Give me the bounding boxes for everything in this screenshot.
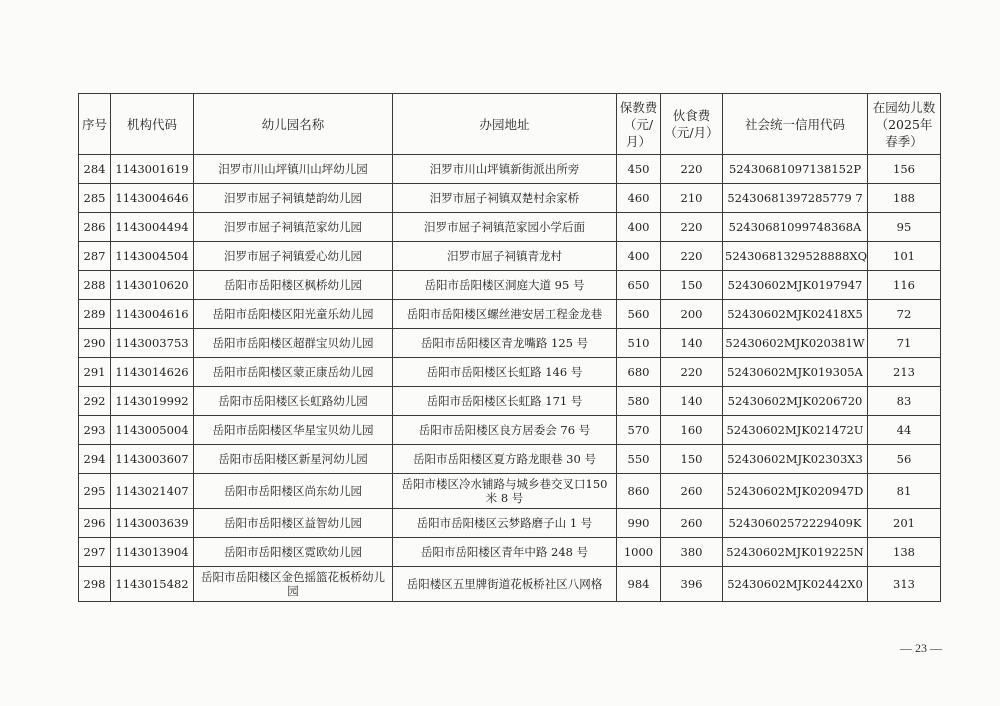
cell-care-fee: 650 (617, 271, 661, 300)
cell-credit-code: 52430602MJK0197947 (723, 271, 868, 300)
table-row (79, 184, 941, 213)
cell-meal-fee: 260 (661, 509, 723, 538)
cell-enrolled: 71 (868, 329, 941, 358)
cell-seq: 293 (79, 416, 111, 445)
cell-seq: 288 (79, 271, 111, 300)
cell-org-code: 1143004494 (111, 213, 194, 242)
cell-seq: 294 (79, 445, 111, 474)
cell-address: 岳阳市岳阳楼区良方居委会 76 号 (393, 416, 617, 445)
cell-care-fee: 510 (617, 329, 661, 358)
table-row (79, 416, 941, 445)
cell-seq: 284 (79, 155, 111, 184)
table-row (79, 242, 941, 271)
cell-credit-code: 52430602MJK020381W (723, 329, 868, 358)
cell-seq: 286 (79, 213, 111, 242)
cell-meal-fee: 220 (661, 213, 723, 242)
cell-meal-fee: 220 (661, 358, 723, 387)
cell-seq: 285 (79, 184, 111, 213)
table-body (79, 155, 941, 602)
cell-name: 岳阳市岳阳楼区枫桥幼儿园 (194, 271, 393, 300)
cell-org-code: 1143004616 (111, 300, 194, 329)
cell-care-fee: 400 (617, 242, 661, 271)
cell-org-code: 1143003753 (111, 329, 194, 358)
table-row (79, 358, 941, 387)
cell-credit-code: 52430602MJK019225N (723, 538, 868, 567)
cell-care-fee: 990 (617, 509, 661, 538)
cell-name: 汨罗市屈子祠镇楚韵幼儿园 (194, 184, 393, 213)
cell-enrolled: 156 (868, 155, 941, 184)
cell-seq: 287 (79, 242, 111, 271)
cell-seq: 292 (79, 387, 111, 416)
cell-enrolled: 116 (868, 271, 941, 300)
cell-name: 岳阳市岳阳楼区华星宝贝幼儿园 (194, 416, 393, 445)
cell-address: 岳阳市岳阳楼区洞庭大道 95 号 (393, 271, 617, 300)
cell-care-fee: 400 (617, 213, 661, 242)
cell-care-fee: 450 (617, 155, 661, 184)
table-row (79, 509, 941, 538)
cell-credit-code: 52430681397285779 7 (723, 184, 868, 213)
cell-seq: 290 (79, 329, 111, 358)
header-enrolled: 在园幼儿数（2025年春季） (868, 94, 941, 155)
cell-meal-fee: 140 (661, 329, 723, 358)
cell-care-fee: 560 (617, 300, 661, 329)
table-header-row (79, 94, 941, 155)
cell-meal-fee: 150 (661, 445, 723, 474)
cell-org-code: 1143004504 (111, 242, 194, 271)
cell-org-code: 1143003639 (111, 509, 194, 538)
cell-org-code: 1143015482 (111, 567, 194, 602)
cell-enrolled: 101 (868, 242, 941, 271)
table-row (79, 538, 941, 567)
cell-seq: 298 (79, 567, 111, 602)
table-row (79, 445, 941, 474)
cell-meal-fee: 396 (661, 567, 723, 602)
cell-name: 岳阳市岳阳楼区长虹路幼儿园 (194, 387, 393, 416)
cell-address: 岳阳楼区五里牌街道花板桥社区八网格 (393, 567, 617, 602)
cell-credit-code: 52430602MJK020947D (723, 474, 868, 509)
cell-name: 汨罗市屈子祠镇爱心幼儿园 (194, 242, 393, 271)
cell-name: 岳阳市岳阳楼区尚东幼儿园 (194, 474, 393, 509)
cell-credit-code: 52430602572229409K (723, 509, 868, 538)
cell-address: 岳阳市岳阳楼区青龙嘴路 125 号 (393, 329, 617, 358)
cell-org-code: 1143019992 (111, 387, 194, 416)
cell-credit-code: 52430681097138152P (723, 155, 868, 184)
cell-name: 岳阳市岳阳楼区金色摇篮花板桥幼儿园 (194, 567, 393, 602)
cell-address: 汨罗市屈子祠镇青龙村 (393, 242, 617, 271)
cell-credit-code: 52430681099748368A (723, 213, 868, 242)
cell-care-fee: 860 (617, 474, 661, 509)
cell-seq: 296 (79, 509, 111, 538)
cell-address: 岳阳市岳阳楼区青年中路 248 号 (393, 538, 617, 567)
cell-address: 岳阳市岳阳楼区夏方路龙眼巷 30 号 (393, 445, 617, 474)
cell-care-fee: 460 (617, 184, 661, 213)
cell-enrolled: 56 (868, 445, 941, 474)
cell-care-fee: 580 (617, 387, 661, 416)
cell-enrolled: 213 (868, 358, 941, 387)
cell-credit-code: 52430602MJK02442X0 (723, 567, 868, 602)
table-row (79, 300, 941, 329)
cell-care-fee: 984 (617, 567, 661, 602)
kindergarten-fee-table (78, 93, 941, 602)
cell-credit-code: 52430602MJK0206720 (723, 387, 868, 416)
cell-enrolled: 81 (868, 474, 941, 509)
cell-name: 汨罗市屈子祠镇范家幼儿园 (194, 213, 393, 242)
table-row (79, 387, 941, 416)
cell-name: 岳阳市岳阳楼区蒙正康岳幼儿园 (194, 358, 393, 387)
cell-credit-code: 52430602MJK02303X3 (723, 445, 868, 474)
cell-name: 岳阳市岳阳楼区新星河幼儿园 (194, 445, 393, 474)
cell-meal-fee: 220 (661, 242, 723, 271)
cell-enrolled: 72 (868, 300, 941, 329)
header-name: 幼儿园名称 (194, 94, 393, 155)
cell-enrolled: 95 (868, 213, 941, 242)
cell-name: 岳阳市岳阳楼区益智幼儿园 (194, 509, 393, 538)
cell-address: 汨罗市屈子祠镇范家园小学后面 (393, 213, 617, 242)
header-org-code: 机构代码 (111, 94, 194, 155)
cell-address: 汨罗市屈子祠镇双楚村余家桥 (393, 184, 617, 213)
cell-address: 岳阳市楼区冷水铺路与城乡巷交叉口150 米 8 号 (393, 474, 617, 509)
cell-meal-fee: 220 (661, 155, 723, 184)
cell-care-fee: 1000 (617, 538, 661, 567)
cell-seq: 297 (79, 538, 111, 567)
table-row (79, 271, 941, 300)
cell-credit-code: 52430681329528888XQ (723, 242, 868, 271)
cell-meal-fee: 260 (661, 474, 723, 509)
table-row (79, 474, 941, 509)
cell-org-code: 1143013904 (111, 538, 194, 567)
cell-address: 汨罗市川山坪镇新街派出所旁 (393, 155, 617, 184)
cell-meal-fee: 210 (661, 184, 723, 213)
cell-seq: 289 (79, 300, 111, 329)
table-row (79, 155, 941, 184)
header-meal-fee: 伙食费（元/月） (661, 94, 723, 155)
cell-meal-fee: 160 (661, 416, 723, 445)
cell-name: 岳阳市岳阳楼区阳光童乐幼儿园 (194, 300, 393, 329)
page-number: — 23 — (900, 641, 942, 655)
cell-enrolled: 83 (868, 387, 941, 416)
cell-meal-fee: 140 (661, 387, 723, 416)
cell-enrolled: 138 (868, 538, 941, 567)
cell-meal-fee: 380 (661, 538, 723, 567)
cell-org-code: 1143010620 (111, 271, 194, 300)
cell-address: 岳阳市岳阳楼区云梦路磨子山 1 号 (393, 509, 617, 538)
cell-address: 岳阳市岳阳楼区螺丝港安居工程金龙巷 (393, 300, 617, 329)
cell-org-code: 1143004646 (111, 184, 194, 213)
cell-org-code: 1143001619 (111, 155, 194, 184)
cell-address: 岳阳市岳阳楼区长虹路 171 号 (393, 387, 617, 416)
table-row (79, 329, 941, 358)
header-credit-code: 社会统一信用代码 (723, 94, 868, 155)
cell-care-fee: 550 (617, 445, 661, 474)
cell-enrolled: 201 (868, 509, 941, 538)
cell-org-code: 1143003607 (111, 445, 194, 474)
cell-org-code: 1143014626 (111, 358, 194, 387)
cell-meal-fee: 150 (661, 271, 723, 300)
cell-meal-fee: 200 (661, 300, 723, 329)
cell-enrolled: 188 (868, 184, 941, 213)
cell-enrolled: 44 (868, 416, 941, 445)
cell-enrolled: 313 (868, 567, 941, 602)
table-row (79, 567, 941, 602)
cell-care-fee: 570 (617, 416, 661, 445)
cell-address: 岳阳市岳阳楼区长虹路 146 号 (393, 358, 617, 387)
header-seq: 序号 (79, 94, 111, 155)
cell-credit-code: 52430602MJK02418X5 (723, 300, 868, 329)
cell-seq: 295 (79, 474, 111, 509)
header-care-fee: 保教费（元/月） (617, 94, 661, 155)
cell-name: 汨罗市川山坪镇川山坪幼儿园 (194, 155, 393, 184)
cell-name: 岳阳市岳阳楼区超群宝贝幼儿园 (194, 329, 393, 358)
cell-credit-code: 52430602MJK019305A (723, 358, 868, 387)
cell-seq: 291 (79, 358, 111, 387)
cell-care-fee: 680 (617, 358, 661, 387)
cell-org-code: 1143021407 (111, 474, 194, 509)
header-address: 办园地址 (393, 94, 617, 155)
cell-name: 岳阳市岳阳楼区霓欧幼儿园 (194, 538, 393, 567)
table-row (79, 213, 941, 242)
cell-org-code: 1143005004 (111, 416, 194, 445)
cell-credit-code: 52430602MJK021472U (723, 416, 868, 445)
